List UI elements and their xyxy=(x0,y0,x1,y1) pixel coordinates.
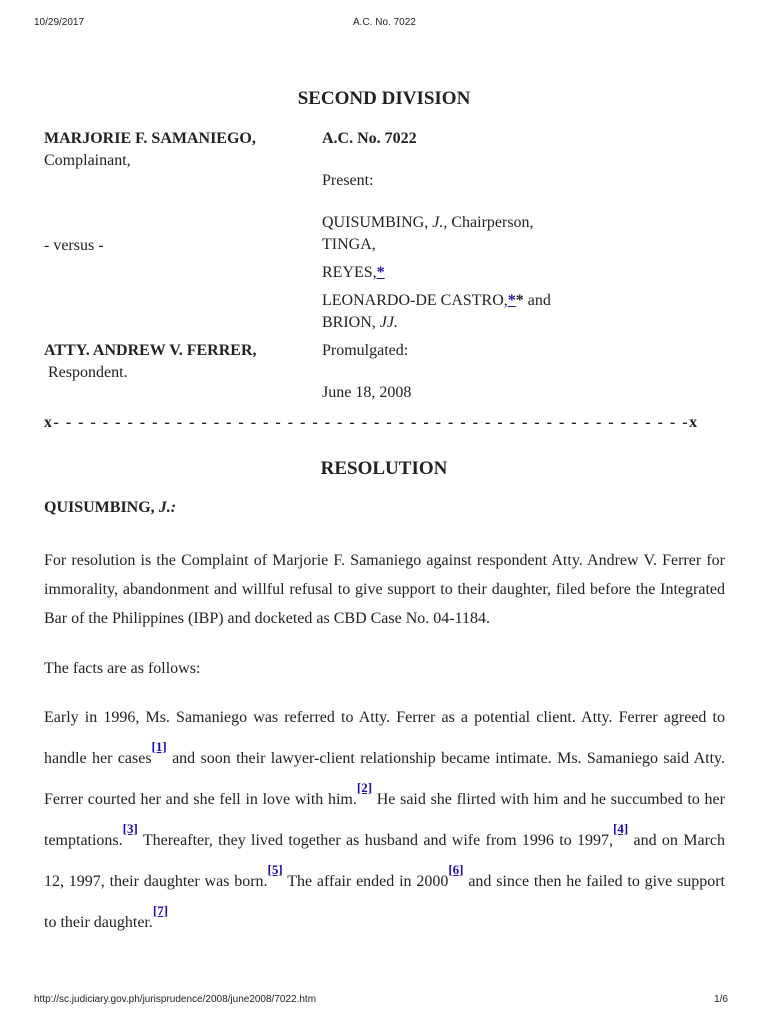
text-run: Early in 1996, Ms. Samaniego was referred to Atty. Ferrer as a potential client. Atty. Ferrer agreed to handle her cases xyxy=(44,709,725,767)
footnote-link-2[interactable]: [2] xyxy=(356,780,373,795)
text-run: The affair ended in 2000 xyxy=(282,873,449,890)
member-and: and xyxy=(523,292,551,309)
paragraph-2: The facts are as follows: xyxy=(44,660,201,677)
ponente-name: QUISUMBING, xyxy=(44,499,155,516)
member-name: LEONARDO-DE CASTRO, xyxy=(322,292,508,309)
footnote-link-7[interactable]: [7] xyxy=(152,903,169,918)
member-reyes xyxy=(322,262,385,284)
complainant-role: Complainant, xyxy=(44,152,131,169)
division-title: SECOND DIVISION xyxy=(297,88,471,109)
member-quisumbing xyxy=(322,212,534,234)
footnote-link-3[interactable]: [3] xyxy=(122,821,138,836)
text-run: and on March 12, 1997, their daughter was born. xyxy=(44,832,726,890)
footnote-link-4[interactable]: [4] xyxy=(613,821,629,836)
justice-abbrev: J. xyxy=(432,214,444,231)
promulgated-date: June 18, 2008 xyxy=(322,384,412,401)
footnote-link-double-star[interactable]: * xyxy=(507,292,516,309)
caption-separator: x- - - - - - - - - - - - - - - - - - - - - - - - - - - - - - - - - - - - - - - - - - - - - - - - - - - -x xyxy=(44,414,699,431)
print-url: http://sc.judiciary.gov.ph/jurisprudence/2008/june2008/7022.htm xyxy=(34,994,317,1005)
text-run: Thereafter, they lived together as husband and wife from 1996 to 1997, xyxy=(137,832,614,849)
member-brion xyxy=(322,312,398,334)
promulgated-label: Promulgated: xyxy=(322,342,409,359)
text-run: He said she flirted with him and he succumbed to her temptations. xyxy=(44,791,725,849)
justices-abbrev: JJ. xyxy=(379,314,398,331)
member-name: QUISUMBING, xyxy=(322,214,429,231)
respondent-name: ATTY. ANDREW V. FERRER, xyxy=(44,342,257,359)
versus-label: - versus - xyxy=(44,237,104,254)
ponente-j: J.: xyxy=(158,499,177,516)
case-number: A.C. No. 7022 xyxy=(322,130,417,147)
member-leonardo-de-castro xyxy=(322,290,551,312)
paragraph-3 xyxy=(44,697,725,943)
paragraph-1: For resolution is the Complaint of Marjorie F. Samaniego against respondent Atty. Andrew V. Ferrer for immorality, abandonment and willful refusal to give support to their daughter, filed before the Integrated Bar of the Philippines (IBP) and docketed as CBD Case No. 04-1184. xyxy=(44,552,725,627)
print-date: 10/29/2017 xyxy=(34,17,85,28)
print-title: A.C. No. 7022 xyxy=(353,17,416,28)
member-name: REYES, xyxy=(322,264,377,281)
footnote-link-star[interactable]: * xyxy=(376,264,385,281)
resolution-title: RESOLUTION xyxy=(320,458,448,479)
footnote-link-6[interactable]: [6] xyxy=(448,862,464,877)
member-tinga: TINGA, xyxy=(322,236,376,253)
page-number: 1/6 xyxy=(714,994,728,1005)
footnote-star: * xyxy=(515,292,524,309)
present-label: Present: xyxy=(322,172,374,189)
text-run: and since then he failed to give support to their daughter. xyxy=(44,873,726,931)
footnote-link-5[interactable]: [5] xyxy=(267,862,283,877)
member-role: , Chairperson, xyxy=(443,214,534,231)
ponente xyxy=(44,497,176,519)
respondent-role: Respondent. xyxy=(48,364,128,381)
member-name: BRION, xyxy=(322,314,376,331)
complainant-name: MARJORIE F. SAMANIEGO, xyxy=(44,130,256,147)
text-run: and soon their lawyer-client relationship became intimate. Ms. Samaniego said Atty. Ferrer courted her and she fell in love with him. xyxy=(44,750,725,808)
footnote-link-1[interactable]: [1] xyxy=(151,739,167,754)
